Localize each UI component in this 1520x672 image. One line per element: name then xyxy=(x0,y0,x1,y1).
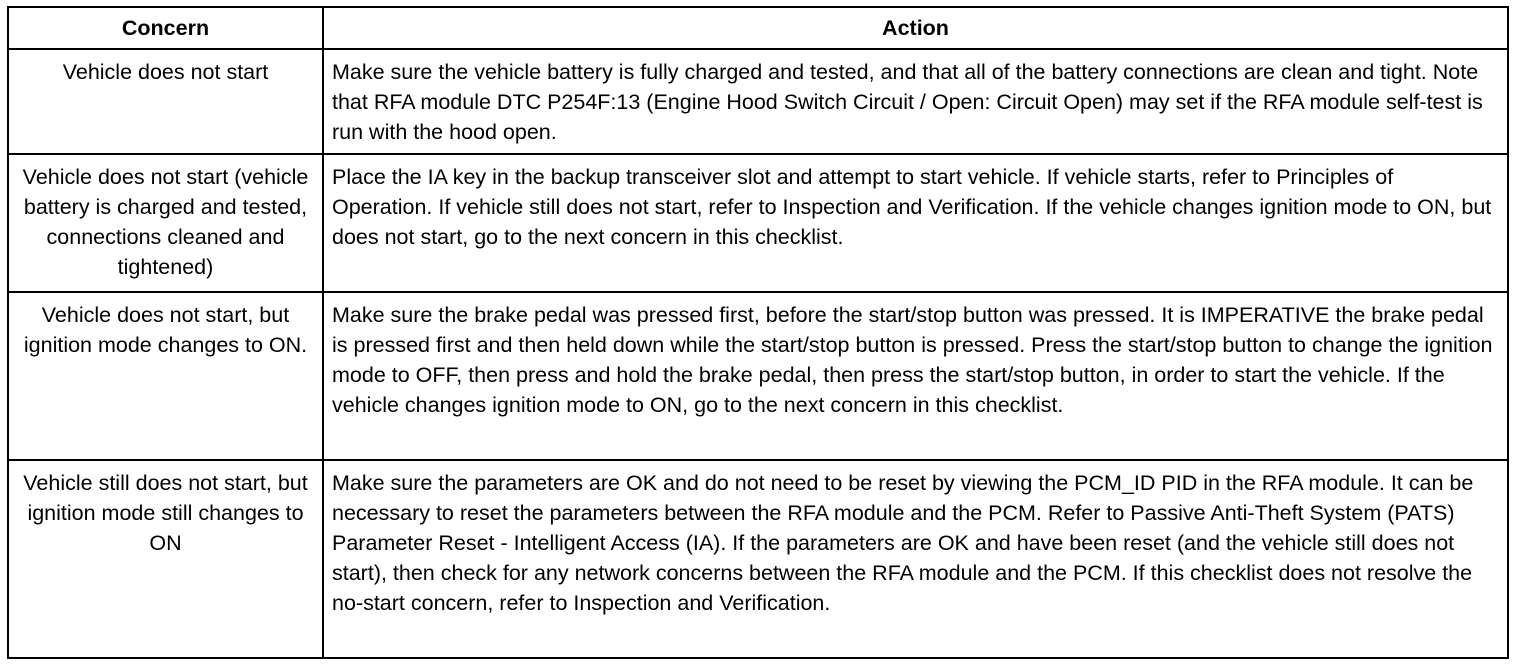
column-header-concern: Concern xyxy=(8,7,323,49)
column-header-action: Action xyxy=(323,7,1508,49)
table-header-row xyxy=(8,7,1508,49)
action-cell: Make sure the parameters are OK and do not need to be reset by viewing the PCM_ID PID in the RFA module. It can be necessary to reset the parameters between the RFA module and the PCM. Refer to Passive Anti-Theft System (PATS) Parameter Reset - Intelligent Access (IA). If the parameters are OK and have been reset (and the vehicle still does not start), then check for any network concerns between the RFA module and the PCM. If this checklist does not resolve the no-start concern, refer to Inspection and Verification. xyxy=(323,460,1508,658)
diagnostic-checklist-table xyxy=(7,6,1509,659)
table-row xyxy=(8,154,1508,292)
action-cell: Make sure the vehicle battery is fully charged and tested, and that all of the battery connections are clean and tight. Note that RFA module DTC P254F:13 (Engine Hood Switch Circuit / Open: Circuit Open) may set if the RFA module self-test is run with the hood open. xyxy=(323,49,1508,154)
table-row xyxy=(8,460,1508,658)
action-cell: Make sure the brake pedal was pressed first, before the start/stop button was pressed. It is IMPERATIVE the brake pedal is pressed first and then held down while the start/stop button is pressed. Press the start/stop button to change the ignition mode to OFF, then press and hold the brake pedal, then press the start/stop button, in order to start the vehicle. If the vehicle changes ignition mode to ON, go to the next concern in this checklist. xyxy=(323,292,1508,460)
table-row xyxy=(8,292,1508,460)
table-row xyxy=(8,49,1508,154)
concern-cell: Vehicle does not start xyxy=(8,49,323,154)
concern-cell: Vehicle does not start (vehicle battery is charged and tested, connections cleaned and tightened) xyxy=(8,154,323,292)
concern-cell: Vehicle still does not start, but ignition mode still changes to ON xyxy=(8,460,323,658)
action-cell: Place the IA key in the backup transceiver slot and attempt to start vehicle. If vehicle starts, refer to Principles of Operation. If vehicle still does not start, refer to Inspection and Verification. If the vehicle changes ignition mode to ON, but does not start, go to the next concern in this checklist. xyxy=(323,154,1508,292)
concern-cell: Vehicle does not start, but ignition mode changes to ON. xyxy=(8,292,323,460)
diagnostic-table-container xyxy=(7,6,1507,659)
